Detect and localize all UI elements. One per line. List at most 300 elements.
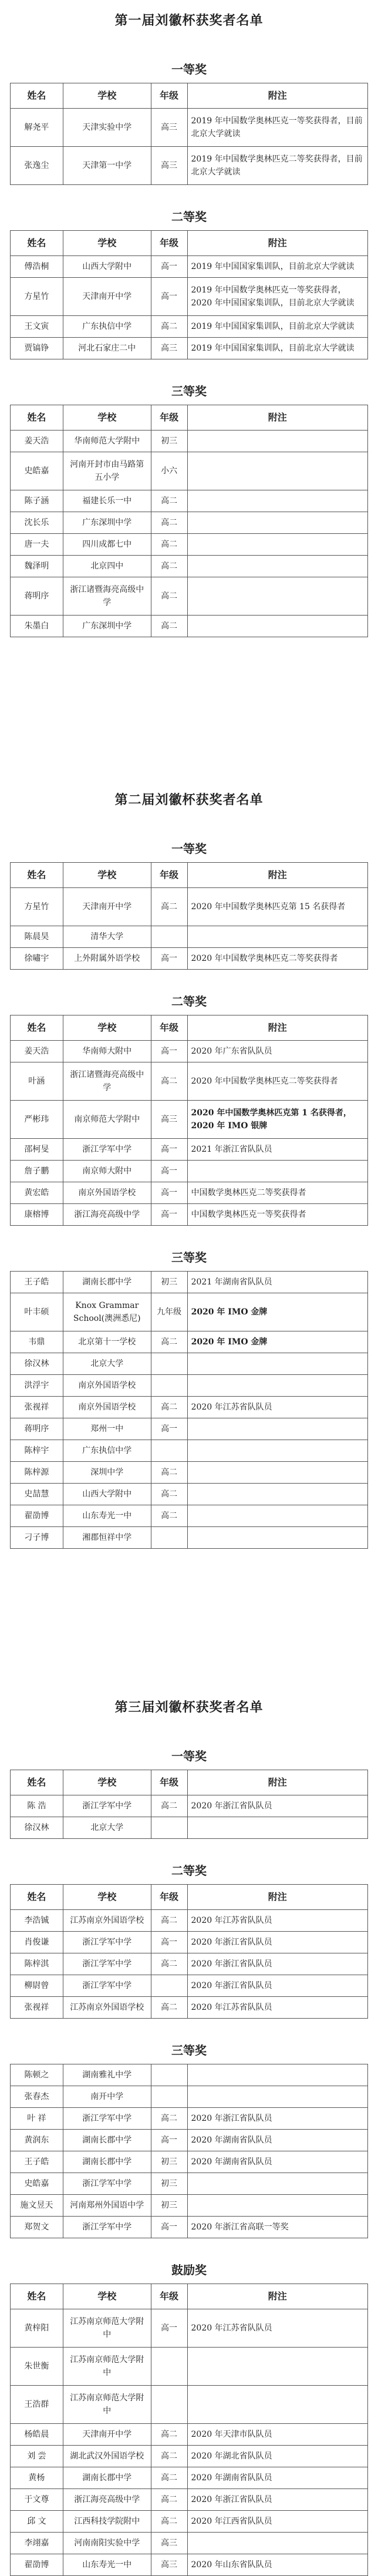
table-row: [11, 490, 368, 512]
note: 2020 年广东省队队员: [187, 1041, 367, 1062]
note: 2020 年湖南省队队员: [187, 2151, 367, 2173]
grade: 初三: [151, 2195, 187, 2217]
grade: [151, 1527, 187, 1549]
winner-name: 姜天浩: [11, 1041, 63, 1062]
winner-name: 史皓嘉: [11, 2173, 63, 2195]
table-row: [11, 1397, 368, 1418]
column-header: 学校: [63, 231, 151, 256]
school-name: 郑州一中: [63, 1418, 151, 1440]
note: [187, 2533, 367, 2554]
prize-heading: 一等奖: [171, 1749, 207, 1763]
grade: 高一: [151, 1932, 187, 1953]
table-row: [11, 1204, 368, 1226]
grade: 高三: [151, 109, 187, 147]
table-row: [11, 1418, 368, 1440]
winner-name: 朱墨白: [11, 616, 63, 637]
table-row: [11, 147, 368, 185]
winner-name: 严彬玮: [11, 1101, 63, 1139]
winner-name: 柳尉曾: [11, 1975, 63, 1997]
note: [187, 1375, 367, 1397]
table-row: [11, 2489, 368, 2511]
school-name: 北京大学: [63, 1817, 151, 1839]
note: 2020 年浙江省队队员: [187, 1953, 367, 1975]
column-header: 年级: [151, 83, 187, 109]
prize-heading: 二等奖: [171, 994, 207, 1008]
table-row: [11, 2173, 368, 2195]
winner-name: 康榕博: [11, 1204, 63, 1226]
school-name: 江苏南京师范大学附中: [63, 2309, 151, 2348]
table-header-row: [11, 1770, 368, 1795]
winner-name: 张逸尘: [11, 147, 63, 185]
column-header: 年级: [151, 1015, 187, 1041]
edition-3: [0, 1691, 378, 2576]
winner-name: 徐汉林: [11, 1353, 63, 1375]
school-name: 湘郡恒祥中学: [63, 1527, 151, 1549]
table-header-row: [11, 2284, 368, 2309]
prize-heading: 二等奖: [171, 210, 207, 224]
winner-name: 张视祥: [11, 1397, 63, 1418]
school-name: 广东执信中学: [63, 316, 151, 338]
winner-name: 洪浮宇: [11, 1375, 63, 1397]
table-row: [11, 1139, 368, 1161]
column-header: 年级: [151, 863, 187, 888]
table-row: [11, 2511, 368, 2533]
prize-heading: 一等奖: [171, 842, 207, 856]
grade: 高二: [151, 1062, 187, 1101]
winner-name: 王子皓: [11, 1272, 63, 1293]
note: 2020 年江西省队队员: [187, 2511, 367, 2533]
grade: 九年级: [151, 1293, 187, 1331]
grade: [151, 1375, 187, 1397]
winner-name: 方星竹: [11, 278, 63, 316]
note: [187, 512, 367, 534]
table-row: [11, 2309, 368, 2348]
grade: 高一: [151, 1418, 187, 1440]
grade: 高一: [151, 2309, 187, 2348]
grade: 高一: [151, 1161, 187, 1182]
table-row: [11, 1182, 368, 1204]
school-name: 福建长乐一中: [63, 490, 151, 512]
grade: 高二: [151, 616, 187, 637]
grade: 高三: [151, 147, 187, 185]
prize-heading: 三等奖: [171, 1250, 207, 1265]
award-table: [10, 1884, 368, 2019]
winner-name: 李浩铖: [11, 1910, 63, 1932]
note: 2019 年中国国家集训队，目前北京大学就读: [187, 338, 367, 359]
grade: 高一: [151, 256, 187, 278]
school-name: 江苏南京师范大学附中: [63, 2348, 151, 2386]
table-row: [11, 2086, 368, 2108]
school-name: 广东深圳中学: [63, 512, 151, 534]
grade: 高一: [151, 278, 187, 316]
winner-name: 翟劭博: [11, 2554, 63, 2576]
winner-name: 肖俊谦: [11, 1932, 63, 1953]
note: 2019 年中国数学奥林匹克一等奖获得者，2020 年中国国家集训队，目前北京大学就读: [187, 278, 367, 316]
note: 2021 年湖南省队队员: [187, 1272, 367, 1293]
note: 中国数学奥林匹克二等奖获得者: [187, 1182, 367, 1204]
winner-name: 韦鼎: [11, 1331, 63, 1353]
grade: 高二: [151, 1910, 187, 1932]
winner-name: 陈顿之: [11, 2064, 63, 2086]
note: 2020 年江苏省队队员: [187, 2309, 367, 2348]
table-row: [11, 1795, 368, 1817]
school-name: 清华大学: [63, 926, 151, 948]
column-header: 姓名: [11, 1015, 63, 1041]
table-row: [11, 1293, 368, 1331]
column-header: 附注: [187, 83, 367, 109]
school-name: 浙江诸暨海亮高级中学: [63, 1062, 151, 1101]
school-name: 南京外国语学校: [63, 1375, 151, 1397]
winner-name: 叶丰硕: [11, 1293, 63, 1331]
school-name: 浙江学军中学: [63, 1953, 151, 1975]
table-row: [11, 2130, 368, 2151]
winner-name: 徐嘯宇: [11, 948, 63, 970]
note: 2020 年中国数学奥林匹克二等奖获得者: [187, 948, 367, 970]
grade: 高二: [151, 2511, 187, 2533]
note: [187, 2086, 367, 2108]
grade: 高二: [151, 2424, 187, 2446]
winner-name: 叶涵: [11, 1062, 63, 1101]
grade: 高三: [151, 338, 187, 359]
column-header: 姓名: [11, 1885, 63, 1910]
school-name: 江苏南京师范大学附中: [63, 2386, 151, 2424]
note: [187, 926, 367, 948]
school-name: 湖南长郡中学: [63, 2130, 151, 2151]
grade: 初三: [151, 431, 187, 452]
table-row: [11, 1161, 368, 1182]
grade: 初三: [151, 2151, 187, 2173]
grade: 高一: [151, 1204, 187, 1226]
table-row: [11, 512, 368, 534]
winner-name: 陈 浩: [11, 1795, 63, 1817]
table-header-row: [11, 863, 368, 888]
winner-name: 叶 祥: [11, 2108, 63, 2130]
table-header-row: [11, 1015, 368, 1041]
note: [187, 1353, 367, 1375]
grade: [151, 926, 187, 948]
table-row: [11, 2064, 368, 2086]
column-header: 年级: [151, 2284, 187, 2309]
table-row: [11, 1484, 368, 1505]
table-row: [11, 1462, 368, 1484]
note: [187, 2195, 367, 2217]
table-row: [11, 1932, 368, 1953]
note: 2020 年浙江省队队员: [187, 1975, 367, 1997]
winner-name: 张视祥: [11, 1997, 63, 2019]
school-name: 浙江学军中学: [63, 2108, 151, 2130]
school-name: 江西科技学院附中: [63, 2511, 151, 2533]
winner-name: 史喆慧: [11, 1484, 63, 1505]
prize-heading: 三等奖: [171, 2043, 207, 2057]
table-row: [11, 338, 368, 359]
table-header-row: [11, 1885, 368, 1910]
note: [187, 1418, 367, 1440]
award-table: [10, 1271, 368, 1549]
winner-name: 郑贺文: [11, 2217, 63, 2238]
grade: 初三: [151, 2173, 187, 2195]
school-name: 湖南雅礼中学: [63, 2064, 151, 2086]
winner-name: 黄杨: [11, 2467, 63, 2489]
note: [187, 1440, 367, 1462]
note: 2019 年中国国家集训队，目前北京大学就读: [187, 316, 367, 338]
winner-name: 李翊嘉: [11, 2533, 63, 2554]
table-row: [11, 109, 368, 147]
winner-name: 刘 尝: [11, 2446, 63, 2467]
school-name: 河南南阳实验中学: [63, 2533, 151, 2554]
table-row: [11, 316, 368, 338]
award-table: [10, 2064, 368, 2238]
table-row: [11, 452, 368, 490]
grade: 高二: [151, 534, 187, 556]
school-name: 湖南长郡中学: [63, 2151, 151, 2173]
note: 2020 年江苏省队队员: [187, 1997, 367, 2019]
note: 2020 年浙江省队队员: [187, 2108, 367, 2130]
winner-name: 傅浩桐: [11, 256, 63, 278]
column-header: 附注: [187, 1015, 367, 1041]
grade: 高二: [151, 1484, 187, 1505]
table-row: [11, 1440, 368, 1462]
grade: 高二: [151, 1397, 187, 1418]
column-header: 姓名: [11, 863, 63, 888]
note: 2020 年山东省队队员: [187, 2554, 367, 2576]
winner-name: 方星竹: [11, 888, 63, 926]
winner-name: 蒋明序: [11, 577, 63, 616]
winner-name: 黄梓阳: [11, 2309, 63, 2348]
grade: [151, 1975, 187, 1997]
table-row: [11, 2446, 368, 2467]
winner-name: 陈子涵: [11, 490, 63, 512]
winner-name: 詹子鹏: [11, 1161, 63, 1182]
column-header: 年级: [151, 1770, 187, 1795]
school-name: 北京大学: [63, 1353, 151, 1375]
note: 2020 年江苏省队队员: [187, 1397, 367, 1418]
table-row: [11, 1272, 368, 1293]
table-row: [11, 1331, 368, 1353]
school-name: 北京第十一学校: [63, 1331, 151, 1353]
note: [187, 534, 367, 556]
table-row: [11, 2108, 368, 2130]
note: [187, 616, 367, 637]
grade: 高二: [151, 2108, 187, 2130]
note: [187, 1527, 367, 1549]
award-table: [10, 405, 368, 637]
school-name: 湖南长郡中学: [63, 1272, 151, 1293]
grade: 高二: [151, 1953, 187, 1975]
column-header: 学校: [63, 83, 151, 109]
note: 2020 年湖南省队队员: [187, 2467, 367, 2489]
grade: 高三: [151, 2554, 187, 2576]
school-name: 广东执信中学: [63, 1440, 151, 1462]
table-row: [11, 926, 368, 948]
table-row: [11, 1062, 368, 1101]
school-name: 浙江学军中学: [63, 1975, 151, 1997]
grade: 高二: [151, 888, 187, 926]
school-name: 南开中学: [63, 2086, 151, 2108]
table-row: [11, 2554, 368, 2576]
grade: 高二: [151, 1462, 187, 1484]
note: [187, 2064, 367, 2086]
winner-name: 杨皓晨: [11, 2424, 63, 2446]
table-header-row: [11, 83, 368, 109]
table-row: [11, 577, 368, 616]
table-row: [11, 1353, 368, 1375]
prize-heading: 二等奖: [171, 1864, 207, 1878]
note: 2020 年浙江省队队员: [187, 2489, 367, 2511]
table-row: [11, 431, 368, 452]
winner-name: 刁子博: [11, 1527, 63, 1549]
grade: 高一: [151, 948, 187, 970]
grade: 高三: [151, 1101, 187, 1139]
winner-name: 张春杰: [11, 2086, 63, 2108]
winner-name: 黄润东: [11, 2130, 63, 2151]
table-row: [11, 2533, 368, 2554]
winner-name: 翟劭博: [11, 1505, 63, 1527]
winner-name: 王文寅: [11, 316, 63, 338]
edition-title: 第三届刘徽杯获奖者名单: [114, 1700, 264, 1715]
winner-name: 王子皓: [11, 2151, 63, 2173]
table-row: [11, 1101, 368, 1139]
school-name: 天津南开中学: [63, 888, 151, 926]
column-header: 姓名: [11, 83, 63, 109]
school-name: Knox Grammar School(澳洲悉尼): [63, 1293, 151, 1331]
winner-name: 邵柯旻: [11, 1139, 63, 1161]
school-name: 上外附属外语学校: [63, 948, 151, 970]
table-row: [11, 2386, 368, 2424]
winner-name: 徐汉林: [11, 1817, 63, 1839]
grade: [151, 2064, 187, 2086]
school-name: 天津南开中学: [63, 2424, 151, 2446]
grade: 高二: [151, 316, 187, 338]
winner-name: 陈梓源: [11, 1462, 63, 1484]
school-name: 南京外国语学校: [63, 1397, 151, 1418]
winner-name: 于文尊: [11, 2489, 63, 2511]
school-name: 华南师大附中: [63, 1041, 151, 1062]
note: 2020 年中国数学奥林匹克二等奖获得者: [187, 1062, 367, 1101]
table-header-row: [11, 405, 368, 431]
table-row: [11, 888, 368, 926]
grade: [151, 1817, 187, 1839]
note: [187, 2386, 367, 2424]
table-row: [11, 1910, 368, 1932]
table-row: [11, 556, 368, 577]
note: [187, 577, 367, 616]
grade: 高二: [151, 2446, 187, 2467]
note: 2020 年浙江省高联一等奖: [187, 2217, 367, 2238]
column-header: 附注: [187, 1770, 367, 1795]
note: 2020 年浙江省队队员: [187, 1795, 367, 1817]
grade: 初三: [151, 1272, 187, 1293]
winner-name: 施文昱天: [11, 2195, 63, 2217]
school-name: 浙江学军中学: [63, 1795, 151, 1817]
note: [187, 2173, 367, 2195]
prize-heading: 鼓励奖: [171, 2263, 207, 2277]
column-header: 姓名: [11, 1770, 63, 1795]
table-row: [11, 278, 368, 316]
grade: 小六: [151, 452, 187, 490]
school-name: 浙江海亮高级中学: [63, 1204, 151, 1226]
grade: 高二: [151, 490, 187, 512]
school-name: 河南郑州外国语中学: [63, 2195, 151, 2217]
grade: 高二: [151, 2467, 187, 2489]
award-table: [10, 1015, 368, 1226]
school-name: 天津实验中学: [63, 109, 151, 147]
winner-name: 邱 文: [11, 2511, 63, 2533]
winner-name: 史皓嘉: [11, 452, 63, 490]
column-header: 学校: [63, 1770, 151, 1795]
school-name: 南京师范大学附中: [63, 1101, 151, 1139]
note: 中国数学奥林匹克一等奖获得者: [187, 1204, 367, 1226]
note: [187, 490, 367, 512]
school-name: 深圳中学: [63, 1462, 151, 1484]
school-name: 广东深圳中学: [63, 616, 151, 637]
school-name: 江苏南京外国语学校: [63, 1910, 151, 1932]
award-table: [10, 1770, 368, 1839]
note: 2020 年 IMO 金牌: [187, 1331, 367, 1353]
winner-name: 蒋明序: [11, 1418, 63, 1440]
school-name: 南京外国语学校: [63, 1182, 151, 1204]
award-table: [10, 2284, 368, 2576]
column-header: 附注: [187, 405, 367, 431]
award-table: [10, 862, 368, 970]
table-row: [11, 2348, 368, 2386]
table-header-row: [11, 231, 368, 256]
note: [187, 1817, 367, 1839]
school-name: 山东寿光一中: [63, 1505, 151, 1527]
prize-heading: 三等奖: [171, 384, 207, 398]
grade: [151, 2086, 187, 2108]
winner-name: 魏泽明: [11, 556, 63, 577]
note: [187, 1484, 367, 1505]
edition-2: [0, 784, 378, 1549]
note: 2020 年浙江省队队员: [187, 1932, 367, 1953]
table-row: [11, 1953, 368, 1975]
column-header: 年级: [151, 1885, 187, 1910]
grade: [151, 2386, 187, 2424]
school-name: 江苏南京外国语学校: [63, 1997, 151, 2019]
school-name: 浙江学军中学: [63, 1932, 151, 1953]
note: [187, 1462, 367, 1484]
column-header: 学校: [63, 405, 151, 431]
table-row: [11, 534, 368, 556]
note: [187, 556, 367, 577]
column-header: 学校: [63, 2284, 151, 2309]
winner-name: 姜天浩: [11, 431, 63, 452]
award-table: [10, 230, 368, 359]
note: 2020 年湖北省队队员: [187, 2446, 367, 2467]
grade: 高二: [151, 512, 187, 534]
grade: 高一: [151, 2130, 187, 2151]
column-header: 附注: [187, 863, 367, 888]
note: [187, 1505, 367, 1527]
table-row: [11, 2467, 368, 2489]
school-name: 山西大学附中: [63, 256, 151, 278]
column-header: 姓名: [11, 405, 63, 431]
school-name: 湖南长郡中学: [63, 2467, 151, 2489]
note: [187, 1161, 367, 1182]
grade: 高二: [151, 556, 187, 577]
column-header: 附注: [187, 2284, 367, 2309]
school-name: 浙江海亮高级中学: [63, 2489, 151, 2511]
table-row: [11, 256, 368, 278]
winner-name: 黄宏皓: [11, 1182, 63, 1204]
note: 2020 年中国数学奥林匹克第 1 名获得者，2020 年 IMO 银牌: [187, 1101, 367, 1139]
note: 2019 年中国国家集训队，目前北京大学就读: [187, 256, 367, 278]
school-name: 浙江学军中学: [63, 2173, 151, 2195]
note: [187, 2348, 367, 2386]
table-row: [11, 2195, 368, 2217]
school-name: 四川成都七中: [63, 534, 151, 556]
column-header: 附注: [187, 1885, 367, 1910]
